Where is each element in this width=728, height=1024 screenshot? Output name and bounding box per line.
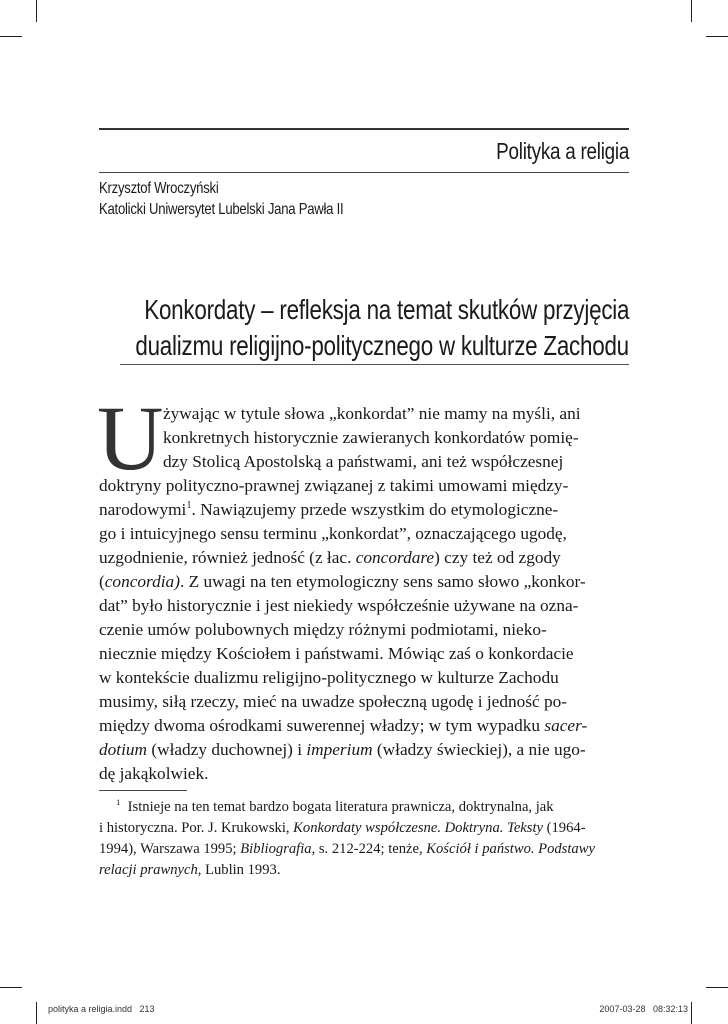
crop-mark bbox=[36, 0, 37, 22]
article-title-line-1: Konkordaty – refleksja na temat skutków przyjęcia bbox=[144, 294, 629, 325]
crop-mark bbox=[0, 987, 22, 988]
footnote-line bbox=[99, 819, 586, 837]
text: dat” było historycznie i jest niekiedy współcześnie używane na ozna- bbox=[99, 596, 579, 615]
body-line bbox=[99, 764, 208, 784]
body-line bbox=[163, 428, 579, 448]
footnote-line bbox=[99, 861, 280, 879]
body-line bbox=[99, 572, 586, 592]
text: Istnieje na ten temat bardzo bogata literatura prawnicza, doktrynalna, jak bbox=[127, 799, 554, 815]
title-rule bbox=[120, 364, 629, 365]
text: dzy Stolicą Apostolską a państwami, ani też współczesnej bbox=[163, 452, 564, 471]
text: między dwoma ośrodkami suwerennej władzy; w tym wypadku bbox=[99, 716, 545, 735]
text: ) czy też od zgody bbox=[434, 548, 561, 567]
footnote-line bbox=[99, 840, 595, 858]
section-title: Polityka a religia bbox=[496, 138, 629, 164]
footnote-rule bbox=[99, 790, 187, 791]
body-line bbox=[99, 500, 558, 520]
body-line bbox=[99, 620, 547, 640]
text: musimy, siłą rzeczy, mieć na uwadze społeczną ugodę i jedność po- bbox=[99, 692, 568, 711]
crop-mark bbox=[706, 36, 728, 37]
slug-filename: polityka a religia.indd 213 bbox=[48, 1004, 155, 1014]
crop-mark bbox=[691, 1002, 692, 1024]
crop-mark bbox=[706, 987, 728, 988]
footnote-line bbox=[116, 798, 554, 816]
italic-term: Bibliografia bbox=[240, 841, 312, 857]
text: , Lublin 1993. bbox=[197, 862, 281, 878]
body-line bbox=[99, 596, 578, 616]
text: w kontekście dualizmu religijno-politycznego w kulturze Zachodu bbox=[99, 668, 559, 687]
italic-term: concordia) bbox=[104, 572, 180, 591]
italic-term: concordare bbox=[355, 548, 435, 567]
text: niecznie między Kościołem i państwami. Mówiąc zaś o konkordacie bbox=[99, 644, 574, 663]
text: i historyczna. Por. J. Krukowski, bbox=[99, 820, 294, 836]
text: , s. 212-224; tenże, bbox=[311, 841, 427, 857]
italic-term: imperium bbox=[306, 740, 373, 759]
article-title-line-2: dualizmu religijno-politycznego w kulturze Zachodu bbox=[135, 330, 629, 361]
text: uzgodnienie, również jedność (z łac. bbox=[99, 548, 356, 567]
text: ( bbox=[99, 572, 105, 591]
text: doktryny polityczno-prawnej związanej z takimi umowami między- bbox=[99, 476, 569, 495]
italic-term: relacji prawnych bbox=[99, 862, 198, 878]
body-line bbox=[99, 548, 561, 568]
text: (władzy świeckiej), a nie ugo- bbox=[372, 740, 586, 759]
text: (władzy duchownej) i bbox=[147, 740, 307, 759]
text: żywając w tytule słowa „konkordat” nie mamy na myśli, ani bbox=[163, 404, 581, 423]
text: (1964- bbox=[543, 820, 586, 836]
text: dę jakąkolwiek. bbox=[99, 764, 209, 783]
body-line bbox=[99, 476, 568, 496]
body-line bbox=[99, 692, 567, 712]
footnote-ref[interactable]: 1 bbox=[186, 500, 192, 512]
slug-timestamp: 2007-03-28 08:32:13 bbox=[599, 1004, 688, 1014]
author-affiliation: Katolicki Uniwersytet Lubelski Jana Pawła II bbox=[99, 201, 344, 218]
crop-mark bbox=[691, 0, 692, 22]
text: 1994), Warszawa 1995; bbox=[99, 841, 241, 857]
header-rule bbox=[99, 128, 629, 130]
text: . Z uwagi na ten etymologiczny sens samo słowo „konkor- bbox=[179, 572, 586, 591]
italic-term: dotium bbox=[99, 740, 148, 759]
italic-term: Konkordaty współczesne. Doktryna. Teksty bbox=[293, 820, 543, 836]
body-line bbox=[99, 740, 586, 760]
body-line bbox=[99, 716, 587, 736]
body-line bbox=[99, 668, 559, 688]
drop-cap: U bbox=[97, 387, 164, 489]
italic-term: Kościół i państwo. Podstawy bbox=[426, 841, 595, 857]
text: narodowymi bbox=[99, 500, 187, 519]
body-line bbox=[99, 644, 574, 664]
header-rule-bottom bbox=[99, 172, 629, 173]
footnote-number: 1 bbox=[116, 797, 121, 808]
body-line bbox=[163, 404, 629, 424]
text: konkretnych historycznie zawieranych konkordatów pomię- bbox=[163, 428, 579, 447]
text: go i intuicyjnego sensu terminu „konkordat”, oznaczającego ugodę, bbox=[99, 524, 567, 543]
body-line bbox=[163, 452, 563, 472]
crop-mark bbox=[0, 36, 22, 37]
text: . Nawiązujemy przede wszystkim do etymologiczne- bbox=[191, 500, 559, 519]
text: czenie umów polubownych między różnymi podmiotami, nieko- bbox=[99, 620, 547, 639]
body-line bbox=[99, 524, 567, 544]
italic-term: sacer- bbox=[544, 716, 588, 735]
crop-mark bbox=[36, 1002, 37, 1024]
author-name: Krzysztof Wroczyński bbox=[99, 180, 219, 197]
